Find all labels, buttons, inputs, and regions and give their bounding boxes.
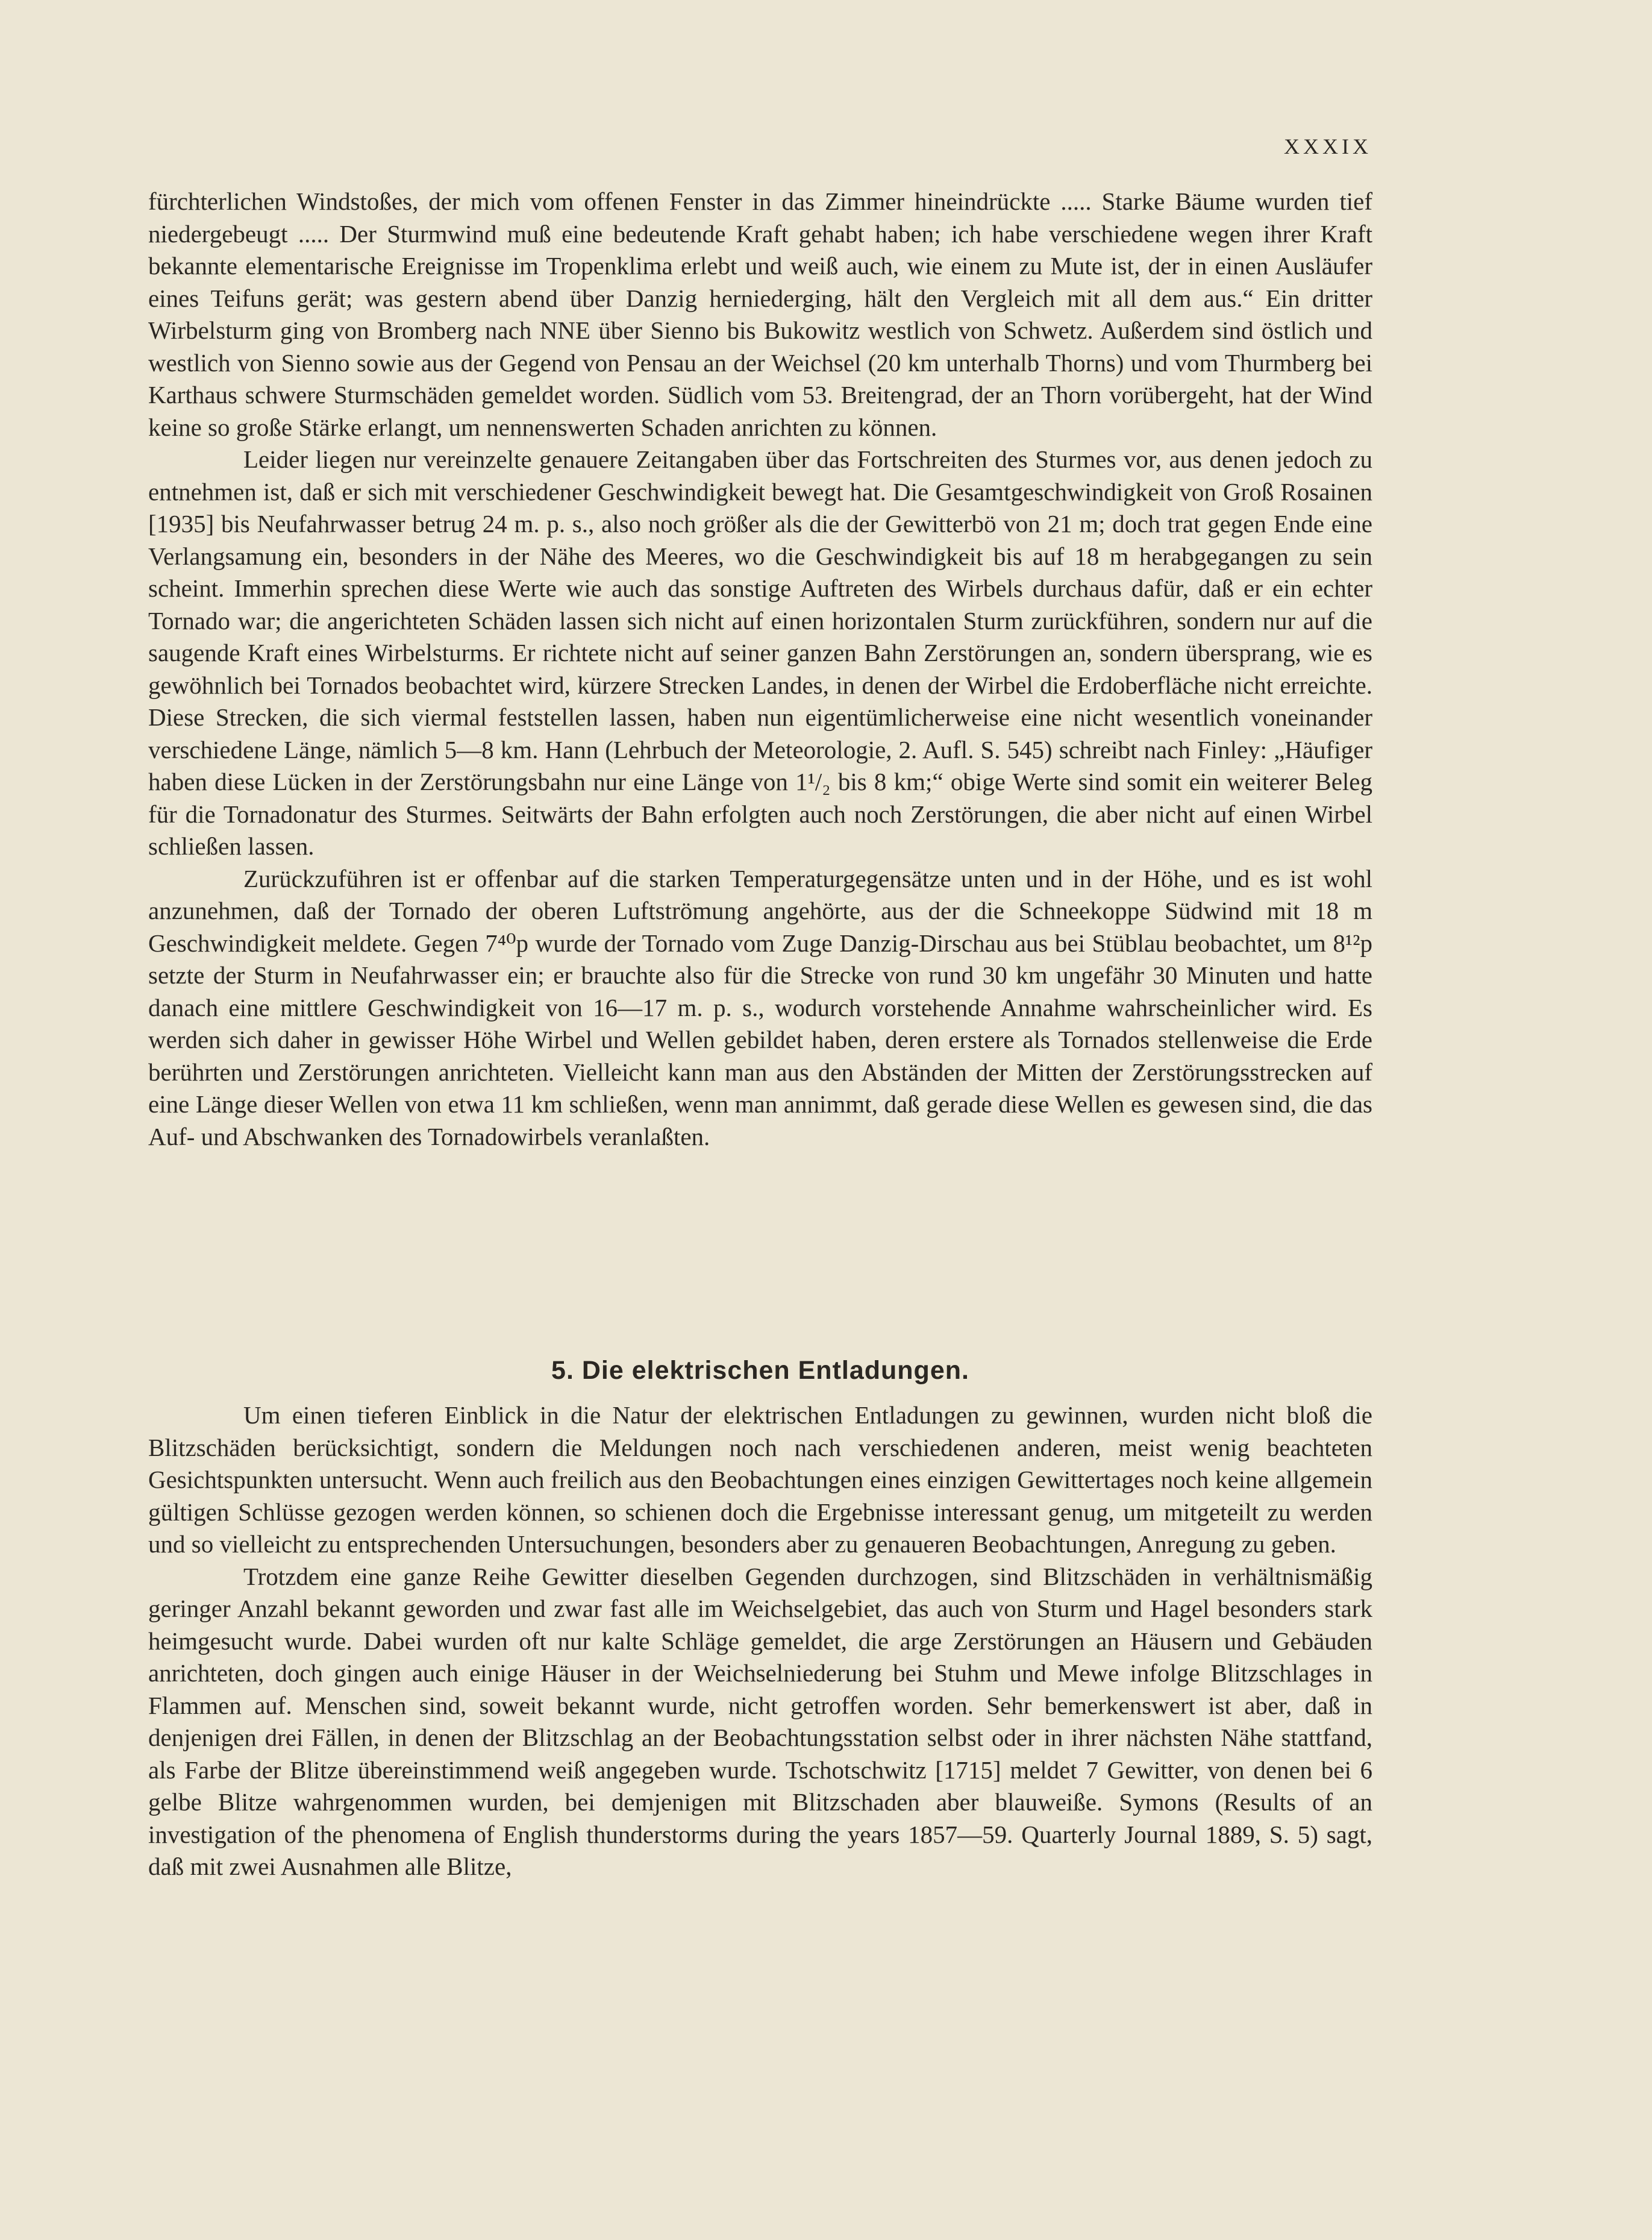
- paragraph-electrical-discharges-intro: Um einen tieferen Einblick in die Natur der elektrischen Entladungen zu gewinnen, wurden nicht bloß die Blitzschäden berücksichtigt, sondern die Meldungen noch nach verschiedenen anderen, meist wenig beachteten Gesichtspunkten untersucht. Wenn auch freilich aus den Beobachtungen eines einzigen Gewittertages noch keine allgemein gültigen Schlüsse gezogen werden können, so schienen doch die Ergebnisse interessant genug, um mitgeteilt zu werden und so vielleicht zu entsprechenden Untersuchungen, besonders aber zu genaueren Beobachtungen, Anregung zu geben.: [148, 1401, 1372, 1558]
- lower-text-block: [148, 1399, 1372, 1883]
- paragraph-tornado-cause: Zurückzuführen ist er offenbar auf die starken Temperaturgegensätze unten und in der Höhe, und es ist wohl anzunehmen, daß der Tornado der oberen Luftströmung angehörte, aus der die Schneekoppe Südwind mit 18 m Geschwindigkeit meldete. Gegen 7⁴⁰p wurde der Tornado vom Zuge Danzig-Dirschau aus bei Stüblau beobachtet, um 8¹²p setzte der Sturm in Neufahrwasser ein; er brauchte also für die Strecke von rund 30 km ungefähr 30 Minuten und hatte danach eine mittlere Geschwindigkeit von 16—17 m. p. s., wodurch vorstehende Annahme wahrscheinlicher wird. Es werden sich daher in gewisser Höhe Wirbel und Wellen gebildet haben, deren erstere als Tornados stellenweise die Erde berührten und Zerstörungen anrichteten. Vielleicht kann man aus den Abständen der Mitten der Zerstörungsstrecken auf eine Länge dieser Wellen von etwa 11 km schließen, wenn man annimmt, daß gerade diese Wellen es gewesen sind, die das Auf- und Abschwanken des Tornadowirbels veranlaßten.: [148, 864, 1372, 1150]
- page-number: XXXIX: [1284, 134, 1372, 158]
- paragraph-tornado-speed: Leider liegen nur vereinzelte genauere Zeitangaben über das Fortschreiten des Sturmes vor, aus denen jedoch zu entnehmen ist, daß er sich mit verschiedener Geschwindigkeit bewegt hat. Die Gesamtgeschwindigkeit von Groß Rosainen [1935] bis Neufahrwasser betrug 24 m. p. s., also noch größer als die der Gewitterbö von 21 m; doch trat gegen Ende eine Verlangsamung ein, besonders in der Nähe des Meeres, wo die Geschwindigkeit bis auf 18 m herabgegangen zu sein scheint. Immerhin sprechen diese Werte wie auch das sonstige Auftreten des Wirbels durchaus dafür, daß er ein echter Tornado war; die angerichteten Schäden lassen sich nicht auf einen horizontalen Sturm zurückführen, sondern nur auf die saugende Kraft eines Wirbelsturms. Er richtete nicht auf seiner ganzen Bahn Zerstörungen an, sondern übersprang, wie es gewöhnlich bei Tornados beobachtet wird, kürzere Strecken Landes, in denen der Wirbel die Erdoberfläche nicht erreichte. Diese Strecken, die sich viermal feststellen lassen, haben nun eigentümlicherweise eine nicht wesentlich voneinander verschiedene Länge, nämlich 5—8 km. Hann (Lehrbuch der Meteorologie, 2. Aufl. S. 545) schreibt nach Finley: „Häufiger haben diese Lücken in der Zerstörungsbahn nur eine Länge von 1¹/₂ bis 8 km;“ obige Werte sind somit ein weiterer Beleg für die Tornadonatur des Sturmes. Seitwärts der Bahn erfolgten auch noch Zerstörungen, die aber nicht auf einen Wirbel schließen lassen.: [148, 445, 1372, 860]
- section-heading: 5. Die elektrischen Entladungen.: [551, 1356, 969, 1385]
- upper-text-block: [148, 186, 1372, 1153]
- paragraph-tornado-report-continued: fürchterlichen Windstoßes, der mich vom offenen Fenster in das Zimmer hineindrückte ..... Starke Bäume wurden tief niedergebeugt ..... Der Sturmwind muß eine bedeutende Kraft gehabt haben; ich habe verschiedene wegen ihrer Kraft bekannte elementarische Ereignisse im Tropenklima erlebt und weiß auch, wie einem zu Mute ist, der in einen Ausläufer eines Teifuns gerät; was gestern abend über Danzig herniederging, hält den Vergleich mit all dem aus.“ Ein dritter Wirbelsturm ging von Bromberg nach NNE über Sienno bis Bukowitz westlich von Schwetz. Außerdem sind östlich und westlich von Sienno sowie aus der Gegend von Pensau an der Weichsel (20 km unterhalb Thorns) und vom Thurmberg bei Karthaus schwere Sturmschäden gemeldet worden. Südlich vom 53. Breitengrad, der an Thorn vorübergeht, hat der Wind keine so große Stärke erlangt, um nennenswerten Schaden anrichten zu können.: [148, 187, 1372, 441]
- paragraph-lightning-damage: Trotzdem eine ganze Reihe Gewitter dieselben Gegenden durchzogen, sind Blitzschäden in verhältnismäßig geringer Anzahl bekannt geworden und zwar fast alle im Weichselgebiet, das auch von Sturm und Hagel besonders stark heimgesucht wurde. Dabei wurden oft nur kalte Schläge gemeldet, die arge Zerstörungen an Häusern und Gebäuden anrichteten, doch gingen auch einige Häuser in der Weichselniederung bei Stuhm und Mewe infolge Blitzschlages in Flammen auf. Menschen sind, soweit bekannt wurde, nicht getroffen worden. Sehr bemerkenswert ist aber, daß in denjenigen drei Fällen, in denen der Blitzschlag an der Beobachtungsstation selbst oder in ihrer nächsten Nähe stattfand, als Farbe der Blitze übereinstimmend weiß angegeben wurde. Tschotschwitz [1715] meldet 7 Gewitter, von denen bei 6 gelbe Blitze wahrgenommen wurden, bei demjenigen mit Blitzschaden aber blauweiße. Symons (Results of an investigation of the phenomena of English thunderstorms during the years 1857—59. Quarterly Journal 1889, S. 5) sagt, daß mit zwei Ausnahmen alle Blitze,: [148, 1562, 1372, 1880]
